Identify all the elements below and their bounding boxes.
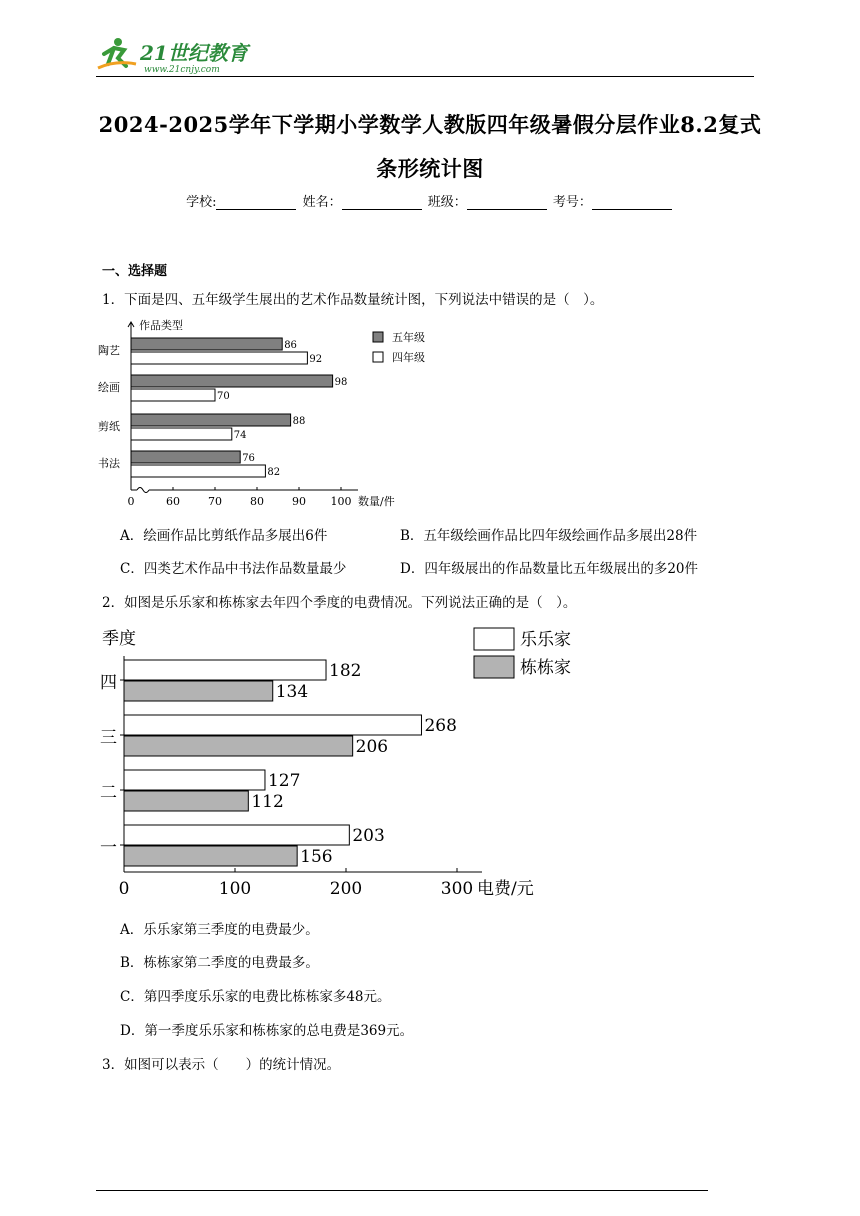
bar: [124, 660, 326, 680]
data-label: 82: [267, 467, 281, 478]
category-label: 绘画: [98, 381, 120, 394]
legend-label: 四年级: [392, 351, 425, 364]
q1-option-b: B．五年级绘画作品比四年级绘画作品多展出28件: [400, 528, 698, 544]
category-label: 剪纸: [98, 420, 120, 433]
data-label: 112: [251, 792, 284, 812]
school-label: 学校:: [186, 195, 217, 210]
y-axis-title: 季度: [102, 629, 136, 649]
site-logo: [96, 34, 266, 76]
q1-option-c: C．四类艺术作品中书法作品数量最少: [120, 561, 347, 577]
logo-main-text: 21世纪教育: [140, 41, 248, 65]
bar: [124, 770, 265, 790]
data-label: 74: [233, 430, 247, 441]
bar: [131, 389, 215, 401]
bar: [124, 736, 353, 756]
chart-art-works: [96, 312, 436, 512]
data-label: 206: [355, 737, 389, 757]
legend-swatch: [474, 628, 514, 650]
bar: [124, 791, 248, 811]
x-tick-label: 300: [440, 879, 474, 899]
x-tick-label: 80: [250, 495, 264, 508]
category-label: 陶艺: [98, 344, 120, 357]
legend-label: 五年级: [392, 331, 425, 344]
category-label: 二: [100, 783, 117, 803]
bar: [131, 451, 240, 463]
x-tick-label: 70: [208, 495, 222, 508]
legend-label: 栋栋家: [520, 658, 571, 678]
data-label: 98: [334, 377, 348, 388]
bar: [124, 681, 273, 701]
q2-option-c: C．第四季度乐乐家的电费比栋栋家多48元。: [120, 989, 391, 1005]
x-tick-label: 100: [218, 879, 252, 899]
legend-swatch: [373, 352, 383, 362]
bar: [124, 825, 349, 845]
page-title-line2: 条形统计图: [376, 156, 484, 181]
data-label: 92: [309, 354, 323, 365]
q1-option-d: D．四年级展出的作品数量比五年级展出的多20件: [400, 561, 699, 577]
data-label: 268: [424, 716, 457, 736]
bar: [124, 715, 421, 735]
x-tick-label: 90: [292, 495, 306, 508]
footer-rule: [96, 1190, 708, 1191]
data-label: 134: [275, 682, 309, 702]
bar: [131, 465, 265, 477]
category-label: 四: [100, 673, 117, 693]
x-tick-label: 0: [127, 495, 135, 508]
x-axis-break: [137, 488, 149, 493]
class-blank: [467, 195, 547, 210]
category-label: 书法: [98, 457, 120, 470]
x-axis-title: 数量/件: [358, 495, 395, 508]
bar: [131, 428, 232, 440]
school-blank: [216, 195, 296, 210]
bar: [131, 338, 282, 350]
legend-label: 乐乐家: [520, 630, 571, 650]
x-tick-label: 0: [118, 879, 130, 899]
legend-swatch: [373, 332, 383, 342]
exam-no-label: 考号：: [552, 195, 592, 210]
x-tick-label: 200: [329, 879, 363, 899]
data-label: 70: [217, 391, 230, 402]
exam-no-blank: [592, 195, 672, 210]
q2-option-a: A．乐乐家第三季度的电费最少。: [120, 922, 319, 938]
data-label: 88: [292, 416, 306, 427]
logo-sub-text: www.21cnjy.com: [144, 65, 220, 75]
question-3-text: 3．如图可以表示（ ）的统计情况。: [102, 1057, 341, 1073]
x-axis-title: 电费/元: [477, 879, 534, 899]
question-1-text: 1．下面是四、五年级学生展出的艺术作品数量统计图，下列说法中错误的是（ ）。: [102, 292, 604, 308]
class-label: 班级：: [427, 195, 467, 210]
data-label: 182: [329, 661, 362, 681]
legend-swatch: [474, 656, 514, 678]
data-label: 86: [284, 340, 297, 351]
header-rule: [96, 76, 754, 77]
q2-option-b: B．栋栋家第二季度的电费最多。: [120, 955, 319, 971]
data-label: 156: [300, 847, 333, 867]
page-title-line1: 2024-2025学年下学期小学数学人教版四年级暑假分层作业8.2复式: [98, 112, 762, 137]
q1-option-a: A．绘画作品比剪纸作品多展出6件: [120, 528, 328, 544]
x-tick-label: 100: [330, 495, 352, 508]
category-label: 一: [100, 838, 117, 858]
y-axis-title: 作品类型: [139, 319, 183, 332]
bar: [124, 846, 297, 866]
data-label: 127: [267, 771, 301, 791]
chart-electricity: [96, 620, 576, 905]
data-label: 76: [242, 453, 255, 464]
bar: [131, 352, 307, 364]
bar: [131, 414, 291, 426]
q2-option-d: D．第一季度乐乐家和栋栋家的总电费是369元。: [120, 1023, 414, 1039]
question-2-text: 2．如图是乐乐家和栋栋家去年四个季度的电费情况。下列说法正确的是（ ）。: [102, 595, 577, 611]
name-label: 姓名：: [302, 195, 342, 210]
name-blank: [342, 195, 422, 210]
runner-icon: [98, 38, 136, 68]
bar: [131, 375, 333, 387]
student-info-line: [0, 191, 860, 210]
data-label: 203: [352, 826, 385, 846]
section-title: 一、选择题: [102, 264, 168, 279]
x-tick-label: 60: [166, 495, 180, 508]
category-label: 三: [100, 728, 117, 748]
